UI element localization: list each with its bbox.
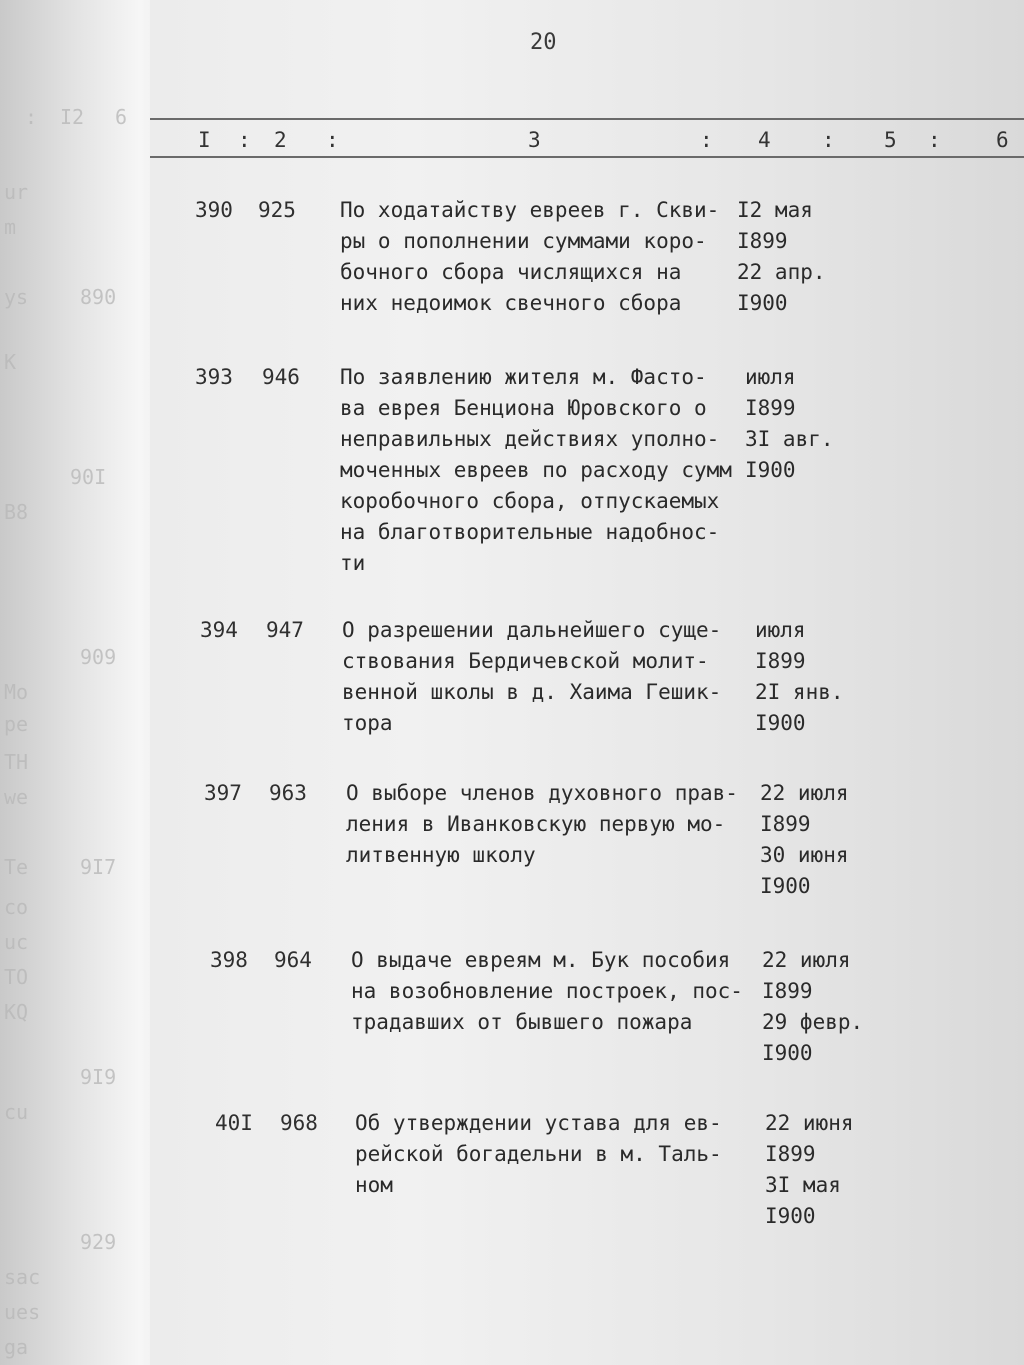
entry-number: 394 [200, 618, 238, 642]
title-line: тора [342, 711, 393, 735]
title-line: О разрешении дальнейшего суще- [342, 618, 722, 642]
file-number: 964 [274, 948, 312, 972]
entry-number: 40I [215, 1111, 253, 1135]
date-line: 30 июня [760, 843, 849, 867]
bleed-text: K [4, 350, 17, 374]
date-line: I899 [762, 979, 813, 1003]
bleed-text: : [25, 105, 38, 129]
bleed-text: 6 [115, 105, 128, 129]
column-header-5: 5 [884, 128, 897, 152]
title-line: неправильных действиях уполно- [340, 427, 720, 451]
bleed-text: ues [4, 1300, 41, 1324]
bleed-text: TO [4, 965, 29, 989]
title-line: традавших от бывшего пожара [351, 1010, 693, 1034]
title-line: ствования Бердичевской молит- [342, 649, 709, 673]
bleed-text: co [4, 895, 29, 919]
previous-page-bleed [0, 0, 160, 1365]
entry-dates [765, 1108, 854, 1232]
title-line: литвенную школу [346, 843, 536, 867]
entry-dates [745, 362, 834, 486]
entry-dates [737, 195, 826, 319]
column-header-6: 6 [996, 128, 1009, 152]
title-line: ном [355, 1173, 393, 1197]
date-line: I900 [745, 458, 796, 482]
date-line: I899 [737, 229, 788, 253]
date-line: I899 [745, 396, 796, 420]
date-line: 3I авг. [745, 427, 834, 451]
entry-number: 390 [195, 198, 233, 222]
date-line: I900 [755, 711, 806, 735]
title-line: на возобновление построек, пос- [351, 979, 743, 1003]
bleed-text: KQ [4, 1000, 29, 1024]
bleed-text: Mo [4, 680, 29, 704]
entry-number: 397 [204, 781, 242, 805]
date-line: I900 [762, 1041, 813, 1065]
date-line: I899 [760, 812, 811, 836]
entry-number: 398 [210, 948, 248, 972]
date-line: I900 [765, 1204, 816, 1228]
entry-title [342, 615, 721, 739]
bleed-text: B8 [4, 500, 29, 524]
entry-dates [762, 945, 863, 1069]
bleed-text: m [4, 215, 17, 239]
title-line: моченных евреев по расходу сумм [340, 458, 732, 482]
table-header-rule-bottom [150, 156, 1024, 158]
bleed-text: 9I7 [80, 855, 117, 879]
entry-title [355, 1108, 722, 1201]
column-separator: : [326, 128, 339, 152]
date-line: I899 [765, 1142, 816, 1166]
bleed-text: TH [4, 750, 29, 774]
table-header-rule-top [150, 118, 1024, 120]
title-line: ры о пополнении суммами коро- [340, 229, 707, 253]
column-header-2: 2 [274, 128, 287, 152]
column-separator: : [238, 128, 251, 152]
entry-dates [760, 778, 849, 902]
title-line: ления в Иванковскую первую мо- [346, 812, 726, 836]
entry-number: 393 [195, 365, 233, 389]
title-line: ти [340, 551, 366, 575]
date-line: 29 февр. [762, 1010, 864, 1034]
page-number: 20 [530, 30, 557, 55]
bleed-text: 90I [70, 465, 107, 489]
file-number: 968 [280, 1111, 318, 1135]
date-line: 22 июня [765, 1111, 854, 1135]
column-header-3: 3 [528, 128, 541, 152]
bleed-text: sac [4, 1265, 41, 1289]
entry-title [346, 778, 738, 871]
bleed-text: 929 [80, 1230, 117, 1254]
title-line: на благотворительные надобнос- [340, 520, 720, 544]
column-separator: : [928, 128, 941, 152]
title-line: бочного сбора числящихся на [340, 260, 682, 284]
date-line: I900 [737, 291, 788, 315]
title-line: О выдаче евреям м. Бук пособия [351, 948, 731, 972]
title-line: них недоимок свечного сбора [340, 291, 682, 315]
title-line: По ходатайству евреев г. Скви- [340, 198, 720, 222]
date-line: 22 июля [762, 948, 851, 972]
entry-title [351, 945, 743, 1038]
file-number: 963 [269, 781, 307, 805]
column-header-4: 4 [758, 128, 771, 152]
bleed-text: Te [4, 855, 29, 879]
bleed-text: uc [4, 930, 29, 954]
date-line: I2 мая [737, 198, 813, 222]
title-line: Об утверждении устава для ев- [355, 1111, 722, 1135]
file-number: 925 [258, 198, 296, 222]
title-line: венной школы в д. Хаима Гешик- [342, 680, 722, 704]
bleed-text: we [4, 785, 29, 809]
bleed-text: ys [4, 285, 29, 309]
bleed-text: 890 [80, 285, 117, 309]
date-line: 22 апр. [737, 260, 826, 284]
column-separator: : [700, 128, 713, 152]
date-line: 3I мая [765, 1173, 841, 1197]
entry-dates [755, 615, 844, 739]
entry-title [340, 362, 732, 579]
title-line: рейской богадельни в м. Таль- [355, 1142, 722, 1166]
title-line: По заявлению жителя м. Фасто- [340, 365, 707, 389]
title-line: О выборе членов духовного прав- [346, 781, 738, 805]
date-line: 2I янв. [755, 680, 844, 704]
date-line: I900 [760, 874, 811, 898]
entry-title [340, 195, 719, 319]
bleed-text: ur [4, 180, 29, 204]
bleed-text: I2 [60, 105, 85, 129]
title-line: коробочного сбора, отпускаемых [340, 489, 720, 513]
date-line: I899 [755, 649, 806, 673]
date-line: июля [745, 365, 796, 389]
bleed-text: pe [4, 712, 29, 736]
bleed-text: cu [4, 1100, 29, 1124]
column-header-1: I [198, 128, 211, 152]
file-number: 946 [262, 365, 300, 389]
bleed-text: ga [4, 1335, 29, 1359]
column-separator: : [822, 128, 835, 152]
file-number: 947 [266, 618, 304, 642]
bleed-text: 909 [80, 645, 117, 669]
bleed-text: 9I9 [80, 1065, 117, 1089]
date-line: 22 июля [760, 781, 849, 805]
date-line: июля [755, 618, 806, 642]
title-line: ва еврея Бенциона Юровского о [340, 396, 707, 420]
